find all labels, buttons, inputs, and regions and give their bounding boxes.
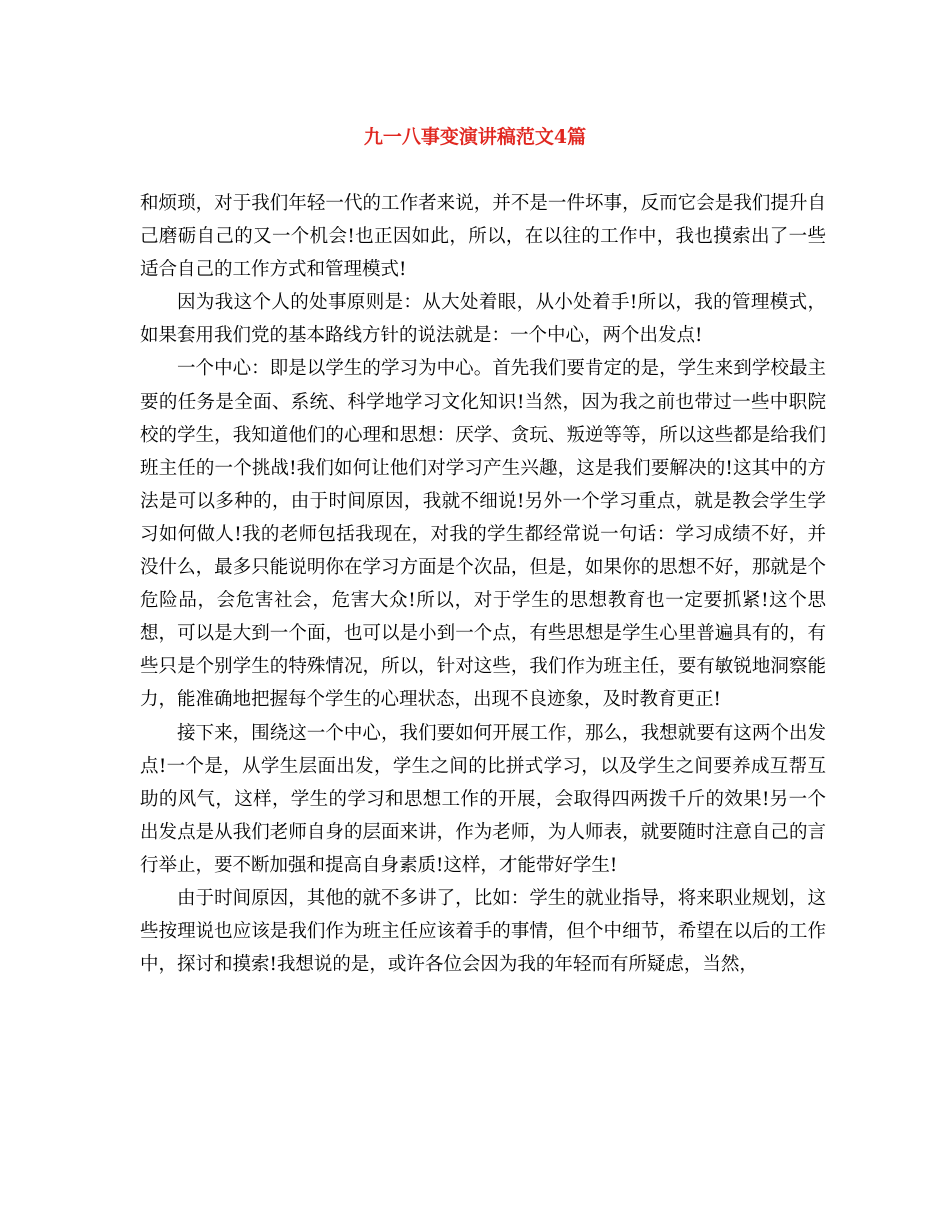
paragraph-5: 由于时间原因，其他的就不多讲了，比如：学生的就业指导，将来职业规划，这些按理说也应该是我们作为班主任应该着手的事情，但个中细节，希望在以后的工作中，探讨和摸索!我想说的是，或许各位会因为我的年轻而有所疑虑，当然， xyxy=(140,887,826,976)
paragraph-1: 和烦琐，对于我们年轻一代的工作者来说，并不是一件坏事，反而它会是我们提升自己磨砺自己的又一个机会!也正因如此，所以，在以往的工作中，我也摸索出了一些适合自己的工作方式和管理模式! xyxy=(140,193,826,281)
document-title: 九一八事变演讲稿范文4篇 xyxy=(363,126,587,148)
paragraph-3: 一个中心：即是以学生的学习为中心。首先我们要肯定的是，学生来到学校最主要的任务是全面、系统、科学地学习文化知识!当然，因为我之前也带过一些中职院校的学生，我知道他们的心理和思想：厌学、贪玩、叛逆等等，所以这些都是给我们班主任的一个挑战!我们如何让他们对学习产生兴趣，这是我们要解决的!这其中的方法是可以多种的，由于时间原因，我就不细说!另外一个学习重点，就是教会学生学习如何做人!我的老师包括我现在，对我的学生都经常说一句话：学习成绩不好，并没什么，最多只能说明你在学习方面是个次品，但是，如果你的思想不好，那就是个危险品，会危害社会，危害大众!所以，对于学生的思想教育也一定要抓紧!这个思想，可以是大到一个面，也可以是小到一个点，有些思想是学生心里普遍具有的，有些只是个别学生的特殊情况，所以，针对这些，我们作为班主任，要有敏锐地洞察能力，能准确地把握每个学生的心理状态，出现不良迹象，及时教育更正! xyxy=(140,358,826,711)
document-body xyxy=(140,187,826,981)
paragraph-2: 因为我这个人的处事原则是：从大处着眼，从小处着手!所以，我的管理模式，如果套用我们党的基本路线方针的说法就是：一个中心，两个出发点! xyxy=(140,292,826,347)
paragraph-4: 接下来，围绕这一个中心，我们要如何开展工作，那么，我想就要有这两个出发点!一个是，从学生层面出发，学生之间的比拼式学习，以及学生之间要养成互帮互助的风气，这样，学生的学习和思想工作的开展，会取得四两拨千斤的效果!另一个出发点是从我们老师自身的层面来讲，作为老师，为人师表，就要随时注意自己的言行举止，要不断加强和提高自身素质!这样，才能带好学生! xyxy=(140,722,826,876)
